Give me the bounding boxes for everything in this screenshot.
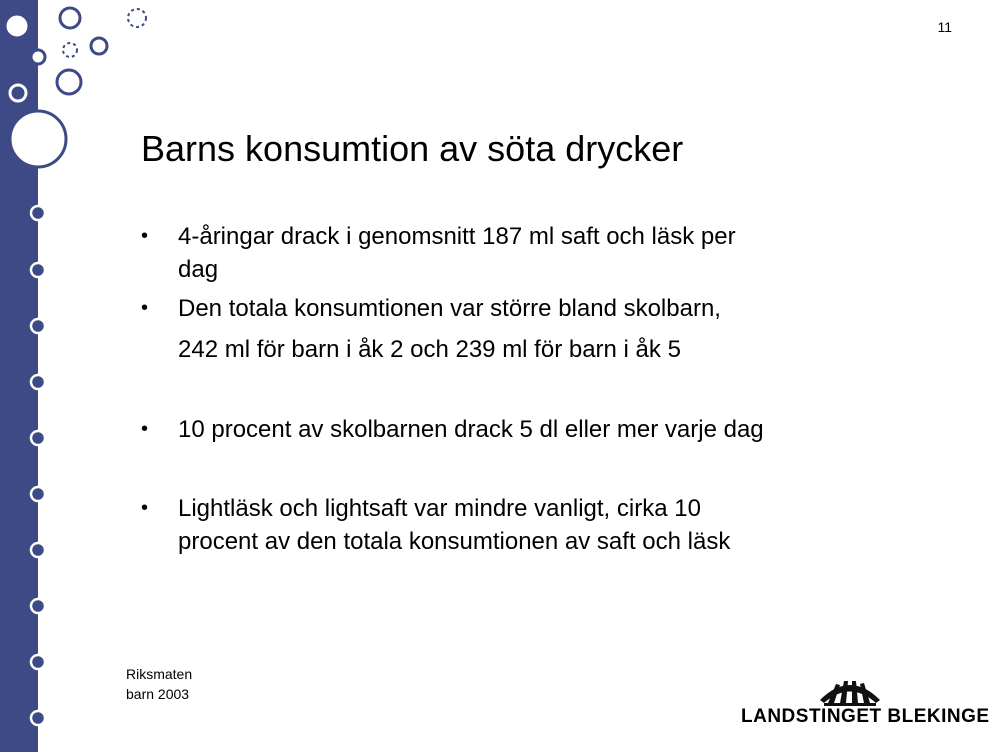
bullet-dot: • <box>141 225 149 247</box>
bullet-line: Lightläsk och lightsaft var mindre vanligt, cirka 10 <box>178 495 701 522</box>
bullet-dot: • <box>141 418 149 440</box>
bullet-dot: • <box>141 297 149 319</box>
page-number: 11 <box>937 19 952 35</box>
logo-text: LANDSTINGET BLEKINGE <box>741 706 990 727</box>
bullet-line: dag <box>178 256 219 283</box>
bullet-dot: • <box>141 497 149 519</box>
decorative-circles <box>0 0 160 752</box>
bullet-line: Den totala konsumtionen var större bland skolbarn, <box>178 295 721 322</box>
slide-title: Barns konsumtion av söta drycker <box>141 128 684 169</box>
bullet-line: procent av den totala konsumtionen av saft och läsk <box>178 528 731 555</box>
bullet-line: 242 ml för barn i åk 2 och 239 ml för barn i åk 5 <box>178 336 681 363</box>
bullet-line: 4-åringar drack i genomsnitt 187 ml saft och läsk per <box>178 223 736 250</box>
bullet-line: 10 procent av skolbarnen drack 5 dl eller mer varje dag <box>178 416 764 443</box>
source-line: barn 2003 <box>126 686 190 702</box>
source-note <box>126 664 192 704</box>
source-line: Riksmaten <box>126 666 193 682</box>
